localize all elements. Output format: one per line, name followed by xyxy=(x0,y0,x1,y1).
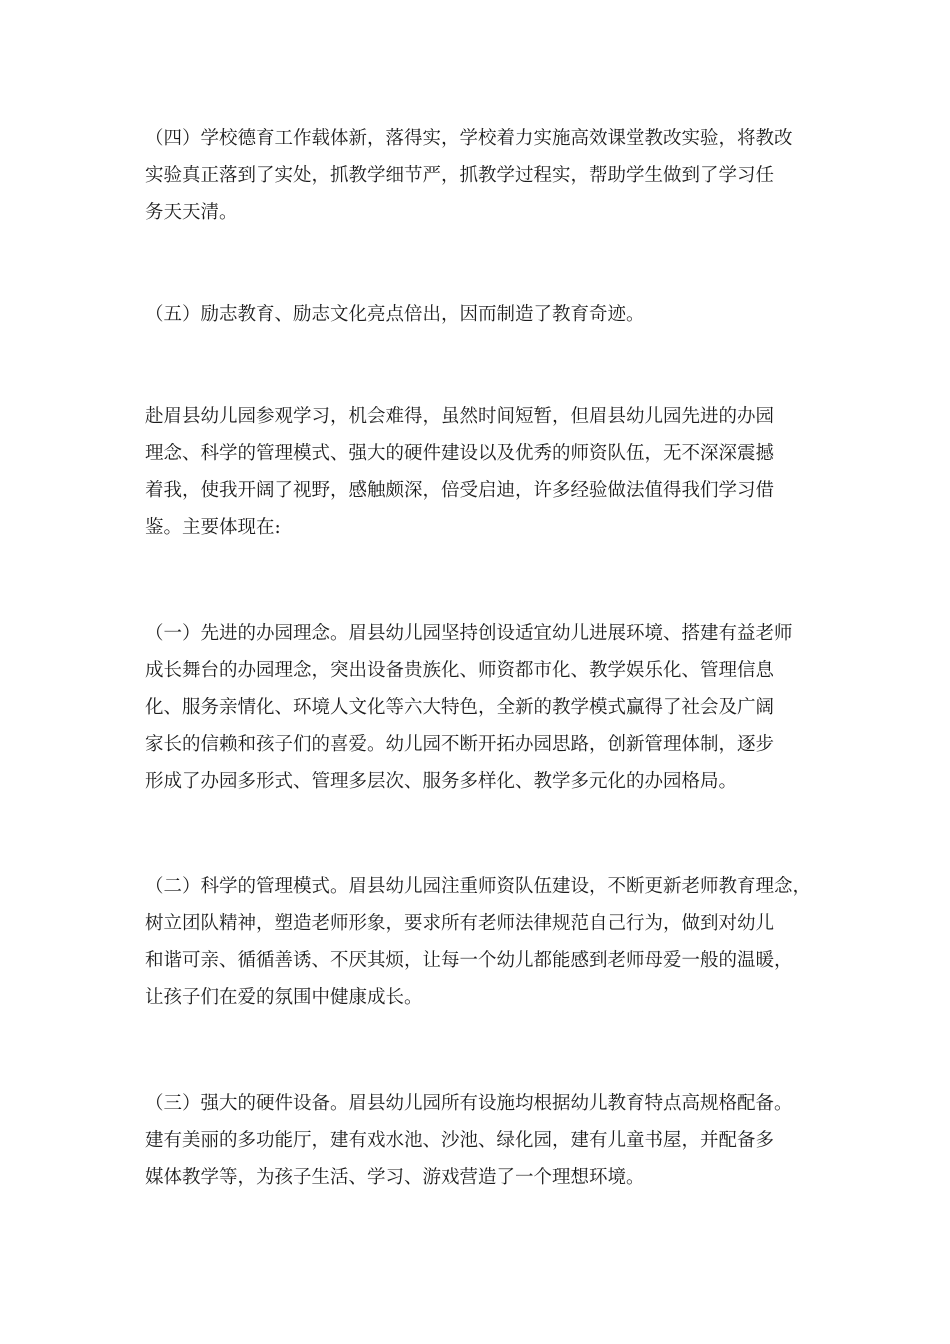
paragraph-line: 务天天清。 xyxy=(145,202,238,223)
paragraph-line: 让孩子们在爱的氛围中健康成长。 xyxy=(145,987,423,1008)
paragraph-line: 家长的信赖和孩子们的喜爱。幼儿园不断开拓办园思路，创新管理体制，逐步 xyxy=(145,734,775,755)
paragraph-line: 理念、科学的管理模式、强大的硬件建设以及优秀的师资队伍，无不深深震撼 xyxy=(145,443,775,464)
paragraph-line: 建有美丽的多功能厅，建有戏水池、沙池、绿化园，建有儿童书屋，并配备多 xyxy=(145,1130,775,1151)
paragraph-line: 化、服务亲情化、环境人文化等六大特色，全新的教学模式赢得了社会及广阔 xyxy=(145,697,775,718)
paragraph-line: （二）科学的管理模式。眉县幼儿园注重师资队伍建设，不断更新老师教育理念， xyxy=(145,876,812,897)
paragraph-line: （五）励志教育、励志文化亮点倍出，因而制造了教育奇迹。 xyxy=(145,304,645,325)
paragraph-line: 鉴。主要体现在: xyxy=(145,517,281,538)
paragraph-5-inspiration-education xyxy=(145,296,815,333)
paragraph-line: 赴眉县幼儿园参观学习，机会难得，虽然时间短暂，但眉县幼儿园先进的办园 xyxy=(145,406,775,427)
paragraph-1-advanced-philosophy xyxy=(145,615,815,800)
paragraph-line: 和谐可亲、循循善诱、不厌其烦，让每一个幼儿都能感到老师母爱一般的温暖， xyxy=(145,950,793,971)
paragraph-line: 成长舞台的办园理念，突出设备贵族化、师资都市化、教学娱乐化、管理信息 xyxy=(145,660,775,681)
paragraph-line: 树立团队精神，塑造老师形象，要求所有老师法律规范自己行为，做到对幼儿 xyxy=(145,913,775,934)
paragraph-line: 形成了办园多形式、管理多层次、服务多样化、教学多元化的办园格局。 xyxy=(145,771,738,792)
paragraph-3-hardware-facilities xyxy=(145,1085,815,1196)
paragraph-4-moral-education xyxy=(145,120,815,231)
paragraph-2-scientific-management xyxy=(145,868,815,1016)
paragraph-line: （三）强大的硬件设备。眉县幼儿园所有设施均根据幼儿教育特点高规格配备。 xyxy=(145,1093,793,1114)
paragraph-line: 实验真正落到了实处，抓教学细节严，抓教学过程实，帮助学生做到了学习任 xyxy=(145,165,775,186)
paragraph-line: （四）学校德育工作载体新，落得实，学校着力实施高效课堂教改实验，将教改 xyxy=(145,128,793,149)
paragraph-line: 媒体教学等，为孩子生活、学习、游戏营造了一个理想环境。 xyxy=(145,1167,645,1188)
paragraph-visit-intro xyxy=(145,398,815,546)
paragraph-line: （一）先进的办园理念。眉县幼儿园坚持创设适宜幼儿进展环境、搭建有益老师 xyxy=(145,623,793,644)
paragraph-line: 着我，使我开阔了视野，感触颇深，倍受启迪，许多经验做法值得我们学习借 xyxy=(145,480,775,501)
